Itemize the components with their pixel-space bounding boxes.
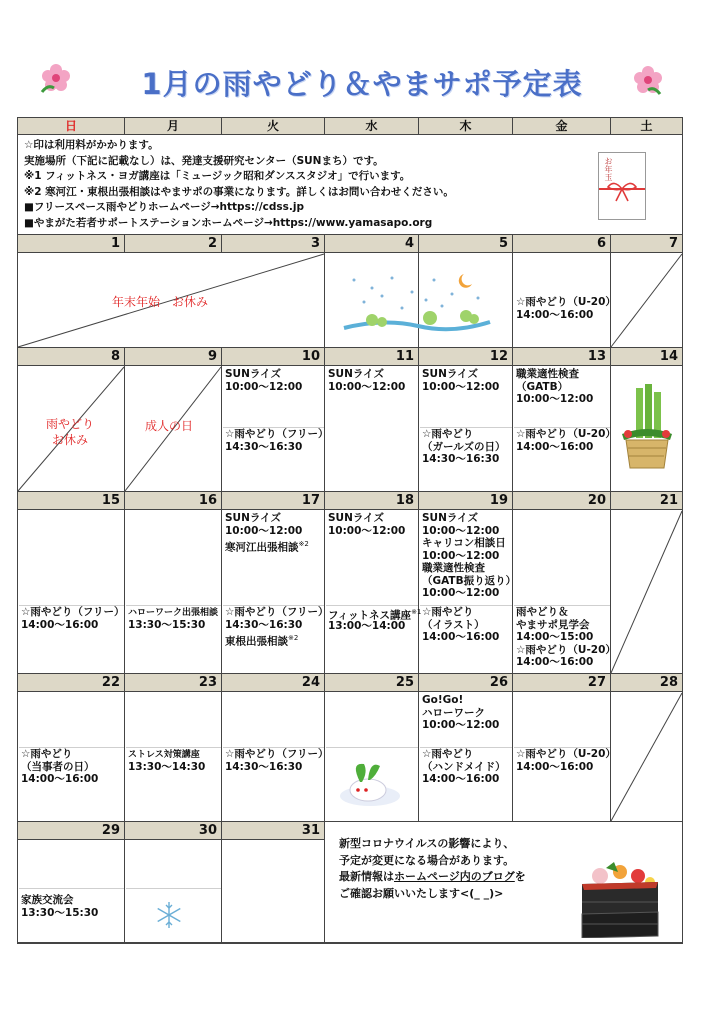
date-cell-9: 9 (125, 348, 222, 366)
date-cell-21: 21 (611, 492, 683, 510)
event-jan16-title: ハローワーク出張相談 (128, 608, 219, 618)
date-cell-18: 18 (325, 492, 419, 510)
holiday-label: 年末年始 お休み (112, 295, 209, 309)
info-line: ☆印は利用料がかかります。 (24, 139, 159, 151)
info-line[interactable]: ■フリースペース雨やどりホームページ→https://cdss.jp (24, 201, 305, 213)
info-line[interactable]: ■やまがた若者サポートステーションホームページ→https://www.yamasapo.org (24, 216, 433, 229)
event-jan27: ☆雨やどり（U-20） 14:00～16:00 (516, 748, 616, 773)
date-cell-16: 16 (125, 492, 222, 510)
date-cell-29: 29 (18, 822, 125, 840)
date-cell-20: 20 (513, 492, 611, 510)
blog-link[interactable]: ホームページ内のブログ (394, 870, 515, 883)
event-jan8: 雨やどり お休み (46, 417, 95, 447)
date-cell-11: 11 (325, 348, 419, 366)
date-cell-15: 15 (18, 492, 125, 510)
info-line: 実施場所（下記に記載なし）は、発達支援研究センター（SUNまち）です。 (24, 154, 384, 167)
event-jan18-am: SUNライズ 10:00～12:00 (328, 512, 406, 537)
event-jan29: 家族交流会 13:30～15:30 (21, 894, 99, 919)
date-cell-24: 24 (222, 674, 325, 692)
date-cell-7: 7 (611, 235, 683, 253)
date-cell-12: 12 (419, 348, 513, 366)
event-jan19-pm: ☆雨やどり （イラスト） 14:00～16:00 (422, 606, 500, 643)
event-jan19-am: SUNライズ 10:00～12:00 キャリコン相談日 10:00～12:00 職業適性検査 （GATB振り返り） 10:00～12:00 (422, 512, 517, 599)
notice-text (339, 836, 526, 902)
weekday-6: 土 (611, 118, 683, 135)
snow-landscape-icon (342, 268, 492, 340)
date-cell-4: 4 (325, 235, 419, 253)
weekday-0: 日 (18, 118, 125, 135)
date-cell-30: 30 (125, 822, 222, 840)
weekday-4: 木 (419, 118, 513, 135)
closed-day-line (611, 511, 682, 673)
event-jan12-pm: ☆雨やどり （ガールズの日） 14:30～16:30 (422, 428, 506, 465)
snowflake-icon (154, 900, 184, 930)
date-cell-8: 8 (18, 348, 125, 366)
date-cell-1: 1 (18, 235, 125, 253)
date-cell-3: 3 (222, 235, 325, 253)
date-cell-31: 31 (222, 822, 325, 840)
date-cell-10: 10 (222, 348, 325, 366)
event-jan23-time: 13:30～14:30 (128, 761, 206, 773)
date-cell-28: 28 (611, 674, 683, 692)
info-line: ※2 寒河江・東根出張相談はやまサポの事業になります。詳しくはお問い合わせください。 (24, 185, 454, 198)
event-jan10-am: SUNライズ 10:00～12:00 (225, 368, 303, 393)
date-cell-19: 19 (419, 492, 513, 510)
event-jan20: 雨やどり＆ やまサポ見学会 14:00～15:00 ☆雨やどり（U-20） 14:00～16:00 (516, 606, 616, 668)
weekday-5: 金 (513, 118, 611, 135)
closed-day-line (611, 693, 682, 821)
event-jan18-time: 13:00～14:00 (328, 620, 406, 632)
date-cell-26: 26 (419, 674, 513, 692)
event-jan17-sagae: 寒河江出張相談$^{※2}$ (225, 540, 309, 554)
event-jan17-pm: ☆雨やどり（フリー） 14:30～16:30 (225, 606, 329, 631)
event-jan17-am: SUNライズ 10:00～12:00 (225, 512, 303, 537)
date-cell-17: 17 (222, 492, 325, 510)
date-cell-25: 25 (325, 674, 419, 692)
event-jan13-am: 職業適性検査 （GATB） 10:00～12:00 (516, 368, 594, 405)
date-cell-27: 27 (513, 674, 611, 692)
notice-line: 予定が変更になる場合があります。 (339, 853, 515, 867)
event-jan16-time: 13:30～15:30 (128, 619, 206, 631)
event-jan6: ☆雨やどり（U-20） 14:00～16:00 (516, 296, 616, 321)
weekday-1: 月 (125, 118, 222, 135)
weekday-3: 水 (325, 118, 419, 135)
event-jan24: ☆雨やどり（フリー） 14:30～16:30 (225, 748, 329, 773)
snow-rabbit-icon (334, 758, 404, 810)
weekday-2: 火 (222, 118, 325, 135)
event-jan22: ☆雨やどり （当事者の日） 14:00～16:00 (21, 748, 99, 785)
event-jan12-am: SUNライズ 10:00～12:00 (422, 368, 500, 393)
event-jan9: 成人の日 (145, 419, 194, 433)
date-cell-6: 6 (513, 235, 611, 253)
event-jan23-title: ストレス対策講座 (128, 750, 200, 760)
info-line: ※1 フィットネス・ヨガ講座は「ミュージック昭和ダンススタジオ」で行います。 (24, 170, 411, 182)
closed-day-line (611, 254, 682, 347)
page-title: 1月の雨やどり＆やまサポ予定表 (141, 67, 583, 101)
event-jan10-pm: ☆雨やどり（フリー） 14:30～16:30 (225, 428, 329, 453)
date-cell-23: 23 (125, 674, 222, 692)
event-jan13-pm: ☆雨やどり（U-20） 14:00～16:00 (516, 428, 616, 453)
date-cell-2: 2 (125, 235, 222, 253)
event-jan11-am: SUNライズ 10:00～12:00 (328, 368, 406, 393)
event-jan26-pm: ☆雨やどり （ハンドメイド） 14:00～16:00 (422, 748, 506, 785)
date-cell-13: 13 (513, 348, 611, 366)
event-jan18-fitness: フィットネス講座$^{※1}$ (328, 608, 422, 622)
event-jan17-higashine: 東根出張相談$^{※2}$ (225, 634, 299, 648)
date-cell-22: 22 (18, 674, 125, 692)
notice-line: 最新情報はホームページ内のブログを (339, 870, 526, 883)
envelope-label: お年玉 (604, 157, 613, 181)
date-cell-5: 5 (419, 235, 513, 253)
event-jan26-am: Go!Go! ハローワーク 10:00～12:00 (422, 694, 500, 731)
notice-line: 新型コロナウイルスの影響により、 (339, 837, 515, 850)
event-jan15: ☆雨やどり（フリー） 14:00～16:00 (21, 606, 125, 631)
date-cell-14: 14 (611, 348, 683, 366)
osechi-box-icon (578, 862, 662, 938)
notice-line: ご確認お願いいたします<(_ _)> (339, 886, 504, 900)
kadomatsu-icon (618, 384, 676, 470)
